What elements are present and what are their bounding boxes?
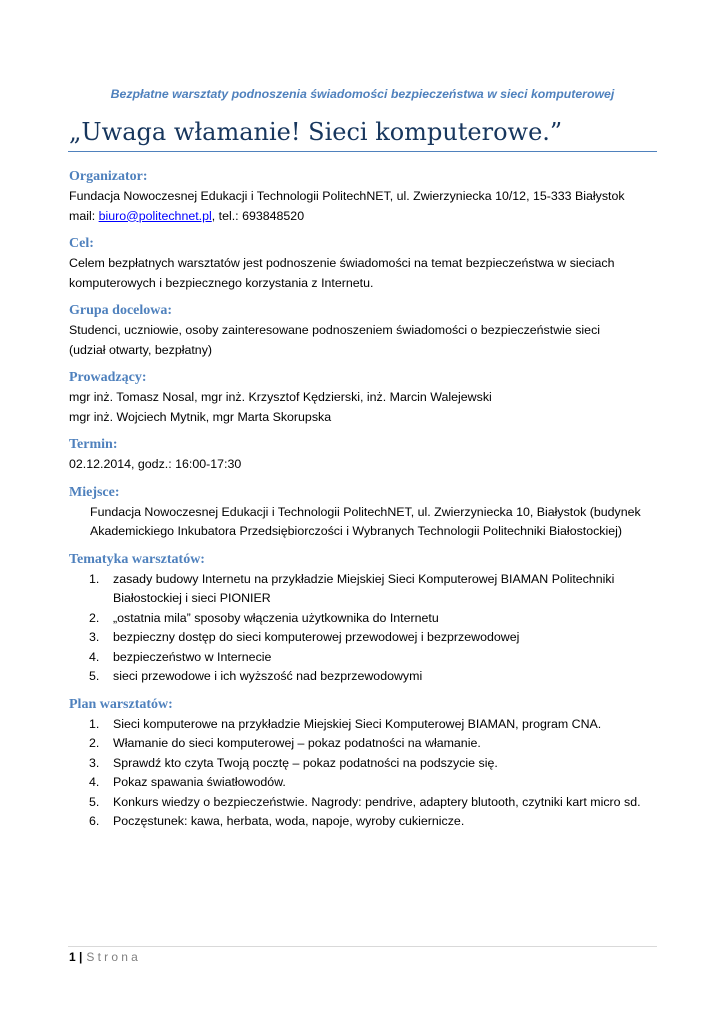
list-item-number: 2. [89,736,100,750]
termin-date: 02.12.2014, godz.: 16:00-17:30 [69,457,242,471]
list-item-text [113,754,498,774]
section-cel [69,234,669,293]
heading-plan: Plan warsztatów: [69,696,173,712]
list-item-number: 1. [89,571,100,586]
list-item-number: 4. [89,649,100,664]
section-organizator [69,167,669,226]
list-item-text [113,609,439,629]
miejsce-line: Akademickiego Inkubatora Przedsiębiorczości i Wybranych Technologii Politechniki Białostockiej) [90,524,623,538]
grupa-line: (udział otwarty, bezpłatny) [69,342,213,357]
miejsce-line: Fundacja Nowoczesnej Edukacji i Technologii PolitechNET, ul. Zwierzyniecka 10, Białystok (budynek [90,504,641,519]
list-item-number: 6. [89,814,100,828]
prowadzacy-line: mgr inż. Tomasz Nosal, mgr inż. Krzysztof Kędzierski, inż. Marcin Walejewski [69,390,492,404]
plan-list [69,715,669,832]
list-item-number: 4. [89,775,100,789]
organizator-contact [69,207,669,227]
document-subtitle: Bezpłatne warsztaty podnoszenia świadomości bezpieczeństwa w sieci komputerowej [110,87,615,101]
list-item-text [113,667,422,687]
list-item-line: sieci przewodowe i ich wyższość nad bezprzewodowymi [113,669,423,683]
footer-divider [68,946,657,947]
list-item-line: Białostockiej i sieci PIONIER [113,591,271,605]
page-label: Strona [86,950,141,964]
list-item [69,609,669,629]
heading-organizator: Organizator: [69,169,148,184]
list-item [69,754,669,774]
section-grupa-docelowa [69,301,669,360]
list-item-text [113,648,271,668]
page-number: 1 [69,950,76,964]
heading-grupa-docelowa: Grupa docelowa: [69,303,173,318]
organizator-address: Fundacja Nowoczesnej Edukacji i Technologii PolitechNET, ul. Zwierzyniecka 10/12, 15-333 Białystok [69,189,625,203]
list-item-line: Włamanie do sieci komputerowej – pokaz podatności na włamanie. [113,736,481,750]
list-item-text [113,773,286,793]
list-item-line: Sieci komputerowe na przykładzie Miejskiej Sieci Komputerowej BIAMAN, program CNA. [113,716,602,731]
document-title: „Uwaga włamanie! Sieci komputerowe.” [69,118,563,146]
grupa-line: Studenci, uczniowie, osoby zainteresowane podnoszeniem świadomości o bezpieczeństwie sieci [69,323,601,337]
prowadzacy-line: mgr inż. Wojciech Mytnik, mgr Marta Skorupska [69,409,332,424]
tematyka-list [69,570,669,687]
section-miejsce [69,483,669,542]
list-item-number: 3. [89,755,100,770]
list-item-number: 5. [89,794,100,809]
list-item-text [113,812,464,832]
list-item-text [113,570,614,609]
list-item [69,773,669,793]
list-item-number: 3. [89,630,100,644]
phone-text: , tel.: 693848520 [211,208,305,223]
list-item-text [113,793,641,813]
footer-separator: | [79,950,83,964]
heading-tematyka: Tematyka warsztatów: [69,551,205,567]
list-item-text [113,734,481,754]
list-item-line: bezpieczeństwo w Internecie [113,649,272,664]
title-divider [68,151,657,152]
list-item-line: Poczęstunek: kawa, herbata, woda, napoje, wyroby cukiernicze. [113,814,465,828]
list-item-line: Pokaz spawania światłowodów. [113,775,286,789]
mail-label: mail: [69,208,99,223]
section-prowadzacy [69,368,669,427]
cel-line: Celem bezpłatnych warsztatów jest podnoszenie świadomości na temat bezpieczeństwa w sieciach [69,256,615,270]
list-item [69,628,669,648]
cel-line: komputerowych i bezpiecznego korzystania z Internetu. [69,275,374,290]
list-item-line: Sprawdź kto czyta Twoją pocztę – pokaz podatności na podszycie się. [113,755,498,770]
list-item [69,667,669,687]
heading-termin: Termin: [69,437,118,452]
heading-prowadzacy: Prowadzący: [69,370,147,385]
list-item-line: bezpieczny dostęp do sieci komputerowej przewodowej i bezprzewodowej [113,630,520,644]
list-item [69,793,669,813]
list-item [69,734,669,754]
list-item [69,570,669,609]
list-item-number: 5. [89,669,100,683]
section-plan [69,695,669,832]
list-item-line: zasady budowy Internetu na przykładzie Miejskiej Sieci Komputerowej BIAMAN Politechniki [113,571,615,586]
email-link[interactable]: biuro@politechnet.pl [98,208,212,223]
list-item-text [113,628,519,648]
list-item-number: 2. [89,610,100,625]
list-item [69,812,669,832]
heading-miejsce: Miejsce: [69,484,120,500]
heading-cel: Cel: [69,236,94,251]
list-item-line: „ostatnia mila” sposoby włączenia użytkownika do Internetu [113,610,439,625]
section-termin [69,435,669,475]
page-footer [69,949,141,965]
list-item-text [113,715,601,735]
section-tematyka [69,550,669,687]
list-item [69,648,669,668]
list-item [69,715,669,735]
list-item-number: 1. [89,716,100,731]
list-item-line: Konkurs wiedzy o bezpieczeństwie. Nagrody: pendrive, adaptery blutooth, czytniki kart micro sd. [113,794,641,809]
document-body [69,167,669,840]
